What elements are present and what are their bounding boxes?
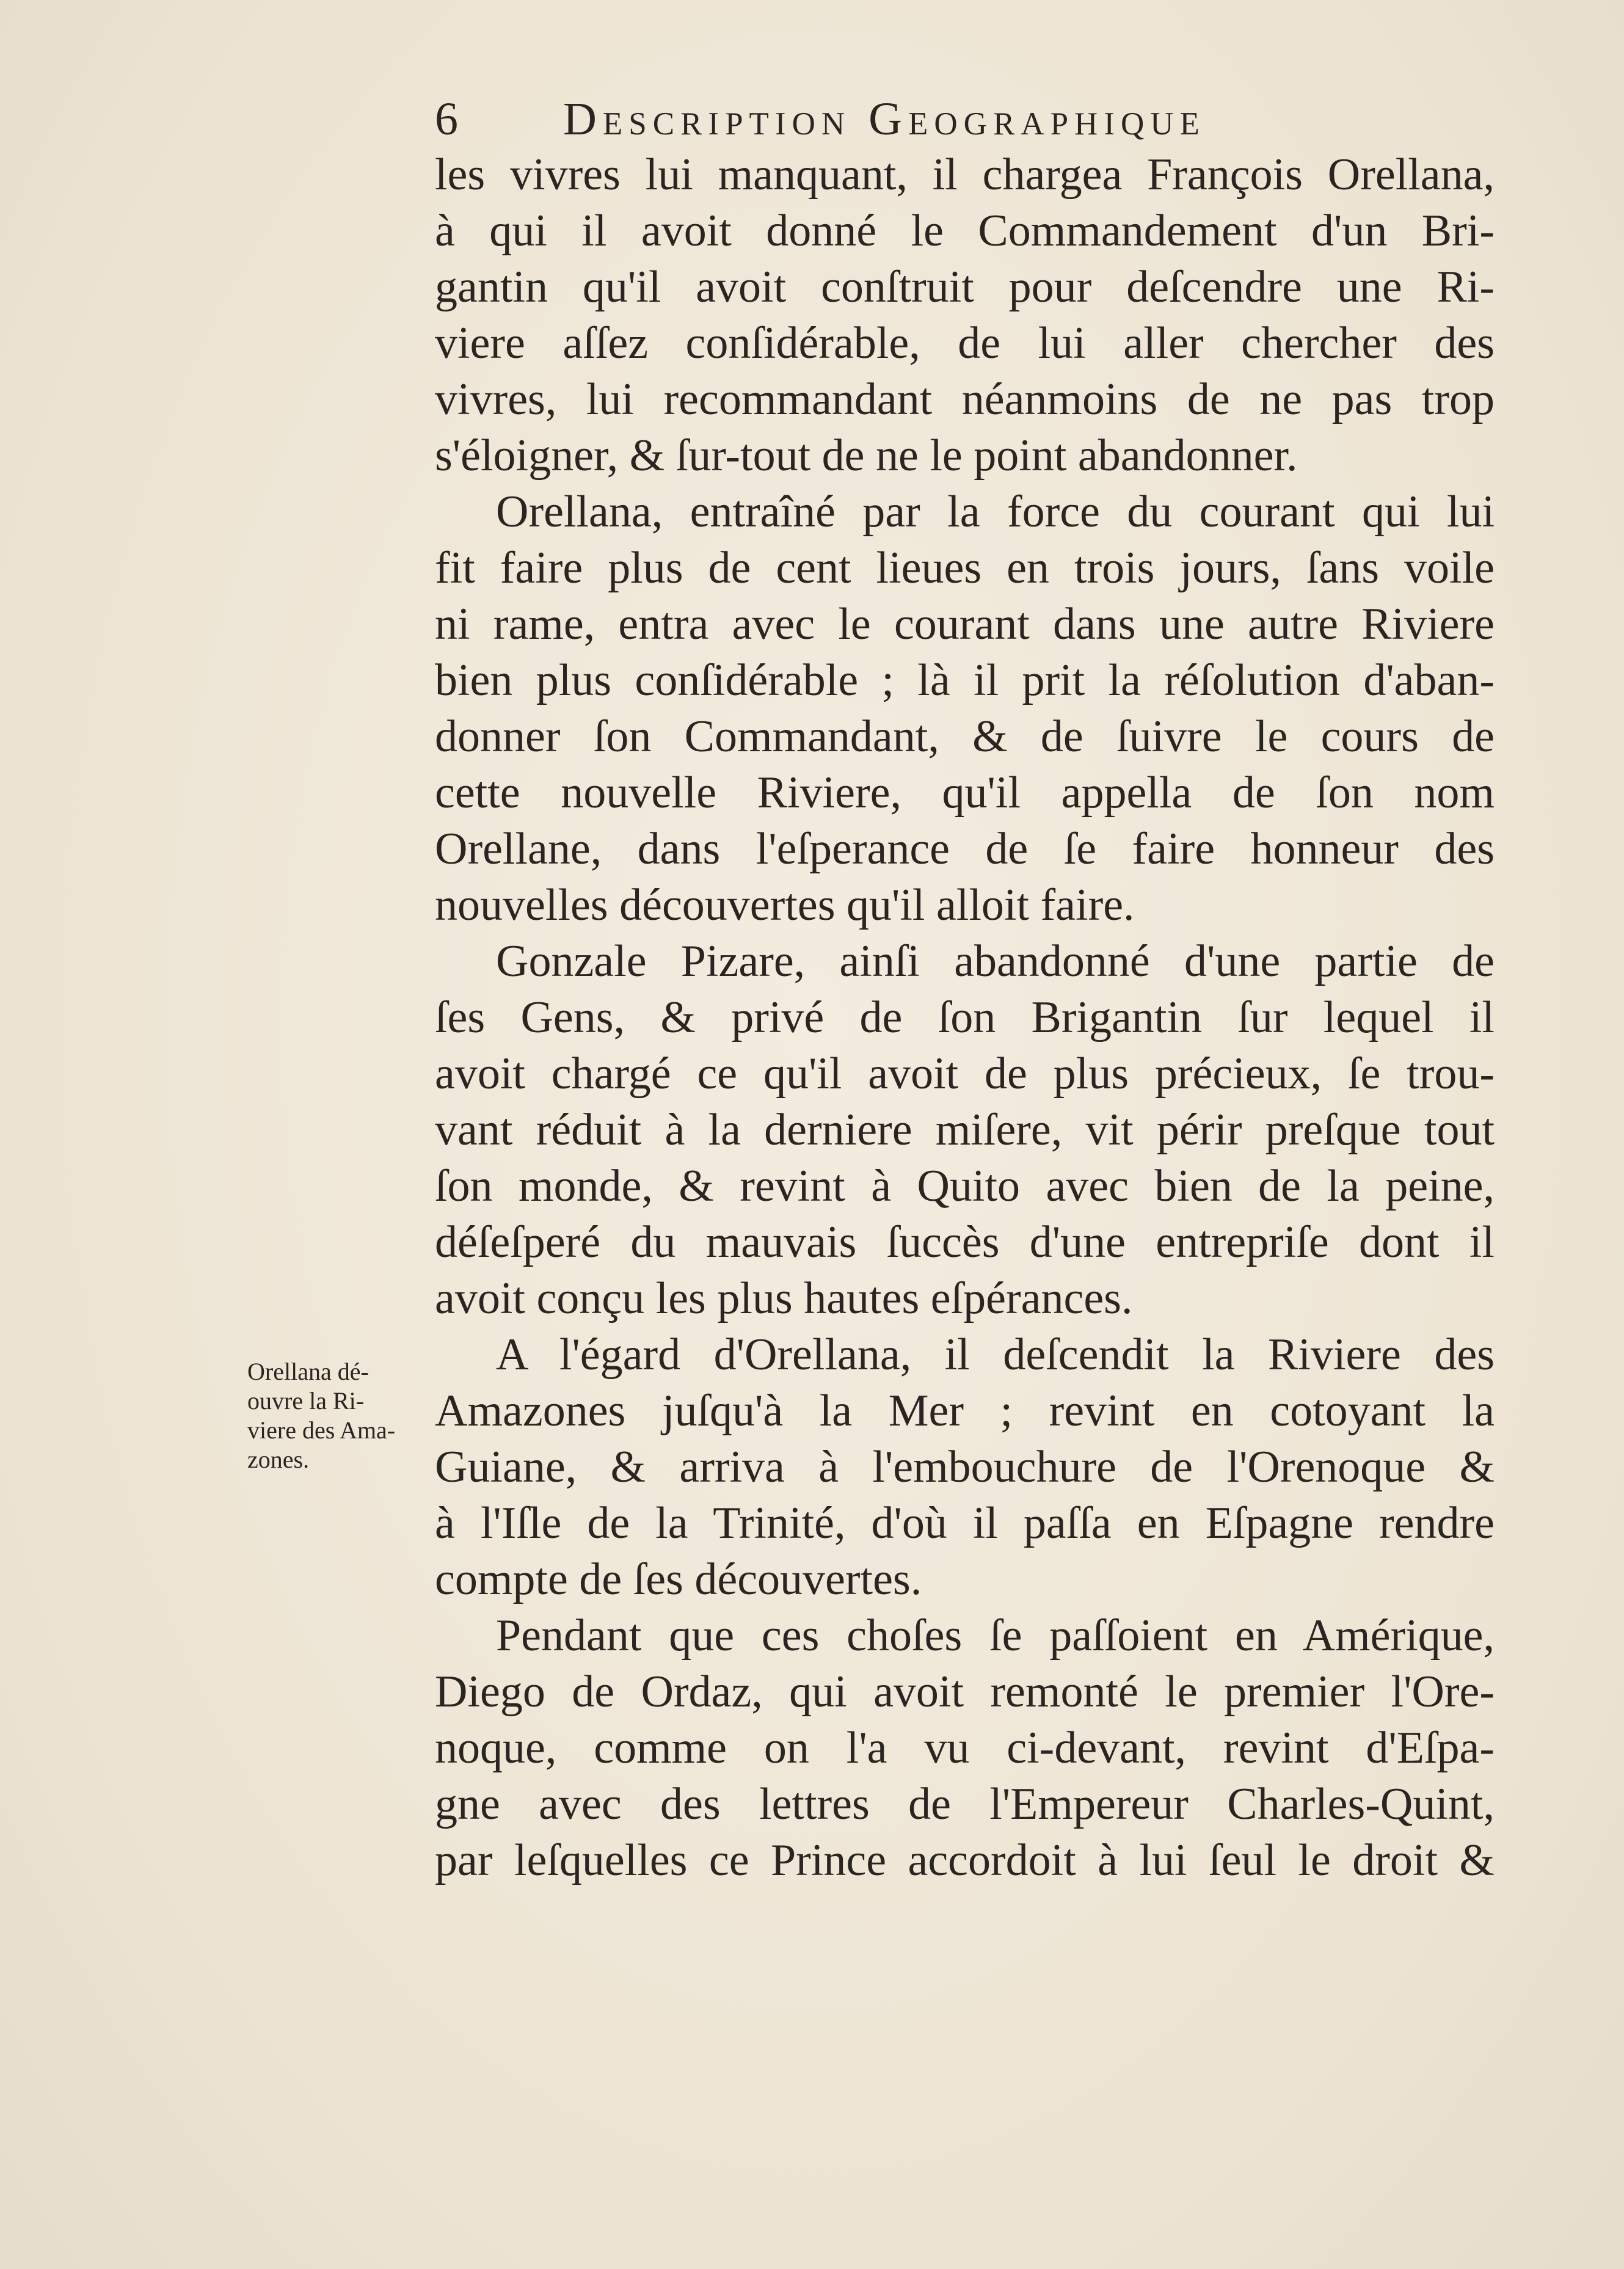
text-line: donner ſon Commandant, & de ſuivre le cours de	[435, 712, 1495, 762]
text-line: avoit chargé ce qu'il avoit de plus précieux, ſe trou-	[435, 1049, 1495, 1099]
text-line: vivres, lui recommandant néanmoins de ne pas trop	[435, 374, 1495, 424]
running-head	[435, 86, 1388, 153]
margin-note-line: ouvre la Ri-	[247, 1387, 365, 1415]
text-line: bien plus conſidérable ; là il prit la réſolution d'aban-	[435, 655, 1495, 705]
text-line: cette nouvelle Riviere, qu'il appella de ſon nom	[435, 768, 1495, 818]
text-line: à qui il avoit donné le Commandement d'un Bri-	[435, 206, 1495, 256]
page-number: 6	[435, 93, 459, 145]
text-line: Orellane, dans l'eſperance de ſe faire honneur des	[435, 824, 1495, 874]
text-line: nouvelles découvertes qu'il alloit faire.	[435, 880, 1135, 930]
margin-note-line: viere des Ama-	[247, 1416, 396, 1444]
text-line: déſeſperé du mauvais ſuccès d'une entrepriſe dont il	[435, 1217, 1495, 1267]
text-line: ſon monde, & revint à Quito avec bien de la peine,	[435, 1161, 1495, 1211]
text-line: vant réduit à la derniere miſere, vit périr preſque tout	[435, 1105, 1495, 1155]
main-text-block	[435, 147, 1495, 1888]
text-line: Diego de Ordaz, qui avoit remonté le premier l'Ore-	[435, 1667, 1495, 1717]
text-line: les vivres lui manquant, il chargea François Orellana,	[435, 150, 1495, 200]
text-line: ni rame, entra avec le courant dans une autre Riviere	[435, 599, 1495, 649]
text-line: à l'Iſle de la Trinité, d'où il paſſa en Eſpagne rendre	[435, 1498, 1495, 1548]
text-line: s'éloigner, & ſur-tout de ne le point abandonner.	[435, 431, 1298, 481]
text-line: avoit conçu les plus hautes eſpérances.	[435, 1273, 1133, 1324]
text-line: Guiane, & arriva à l'embouchure de l'Orenoque &	[435, 1442, 1495, 1492]
text-line: compte de ſes découvertes.	[435, 1554, 922, 1604]
text-line: Amazones juſqu'à la Mer ; revint en cotoyant la	[435, 1386, 1495, 1436]
text-line: par leſquelles ce Prince accordoit à lui ſeul le droit &	[435, 1835, 1495, 1885]
paragraph-first-line: Orellana, entraîné par la force du courant qui lui	[496, 487, 1495, 537]
text-line: viere aſſez conſidérable, de lui aller chercher des	[435, 318, 1495, 368]
text-line: ſes Gens, & privé de ſon Brigantin ſur lequel il	[435, 992, 1495, 1043]
running-title: Description Geographique	[563, 93, 1206, 145]
text-line: fit faire plus de cent lieues en trois jours, ſans voile	[435, 543, 1495, 593]
paragraph-first-line: A l'égard d'Orellana, il deſcendit la Riviere des	[496, 1330, 1495, 1380]
margin-note-line: Orellana dé-	[247, 1358, 369, 1385]
paragraph-first-line: Gonzale Pizare, ainſi abandonné d'une partie de	[496, 936, 1495, 986]
margin-note-line: zones.	[247, 1446, 310, 1473]
text-line: gantin qu'il avoit conſtruit pour deſcendre une Ri-	[435, 262, 1495, 312]
margin-note	[247, 1357, 431, 1474]
text-line: gne avec des lettres de l'Empereur Charles-Quint,	[435, 1779, 1495, 1829]
paragraph-first-line: Pendant que ces choſes ſe paſſoient en Amérique,	[496, 1611, 1495, 1661]
text-line: noque, comme on l'a vu ci-devant, revint d'Eſpa-	[435, 1723, 1495, 1773]
